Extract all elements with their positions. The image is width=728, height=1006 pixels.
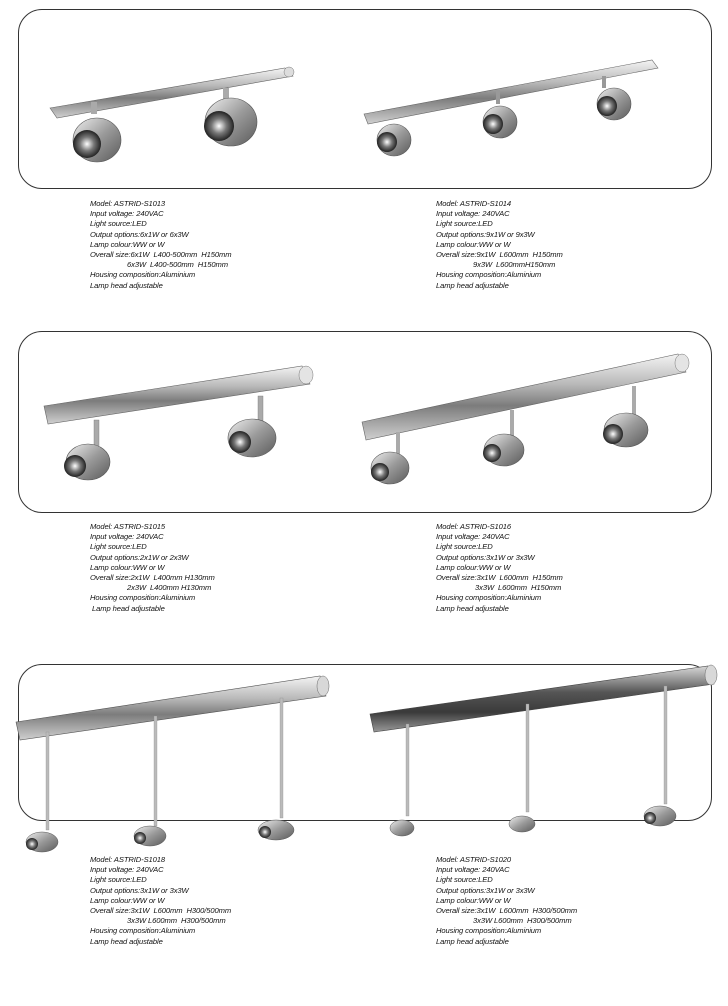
- spec-size: Overall size:3x1W L600mm H150mm: [436, 573, 563, 583]
- spotlight-s1013-image: [45, 60, 295, 170]
- spec-size-alt: 3x3W L600mm H300/500mm: [473, 916, 572, 926]
- spec-colour: Lamp colour:WW or W: [90, 895, 165, 905]
- spec-colour: Lamp colour:WW or W: [90, 239, 165, 249]
- spec-source: Light source:LED: [436, 219, 493, 229]
- spec-head: Lamp head adjustable: [436, 280, 509, 290]
- spec-head: Lamp head adjustable: [92, 603, 165, 613]
- spec-source: Light source:LED: [436, 542, 493, 552]
- spec-model: Model: ASTRID-S1014: [436, 199, 512, 208]
- spec-source: Light source:LED: [90, 219, 147, 229]
- spec-housing: Housing composition:Aluminium: [436, 593, 542, 603]
- spec-source: Light source:LED: [436, 875, 493, 885]
- spec-size-alt: 6x3W L400-500mm H150mm: [127, 260, 228, 270]
- spec-colour: Lamp colour:WW or W: [436, 895, 511, 905]
- spec-head: Lamp head adjustable: [90, 280, 163, 290]
- spec-output: Output options:6x1W or 6x3W: [90, 229, 189, 239]
- spec-block-s1016: [436, 522, 563, 614]
- spotlight-s1015-image: [40, 362, 320, 492]
- spec-input: Input voltage: 240VAC: [90, 532, 164, 542]
- pendant-s1020-image: [368, 658, 722, 838]
- spec-output: Output options:3x1W or 3x3W: [90, 885, 189, 895]
- spec-size-alt: 3x3W L600mm H300/500mm: [127, 916, 226, 926]
- spec-input: Input voltage: 240VAC: [436, 865, 510, 875]
- spec-source: Light source:LED: [90, 542, 147, 552]
- spec-size: Overall size:3x1W L600mm H300/500mm: [90, 906, 232, 916]
- spec-input: Input voltage: 240VAC: [90, 209, 164, 219]
- spec-size: Overall size:9x1W L600mm H150mm: [436, 250, 563, 260]
- spec-housing: Housing composition:Aluminium: [90, 593, 196, 603]
- spec-size-alt: 9x3W L600mmH150mm: [473, 260, 556, 270]
- spec-model: Model: ASTRID-S1018: [90, 855, 166, 864]
- spec-block-s1020: [436, 855, 577, 947]
- spec-model: Model: ASTRID-S1013: [90, 199, 166, 208]
- spec-output: Output options:2x1W or 2x3W: [90, 552, 189, 562]
- spec-size: Overall size:2x1W L400mm H130mm: [90, 573, 215, 583]
- spec-model: Model: ASTRID-S1015: [90, 522, 166, 531]
- spec-size-alt: 2x3W L400mm H130mm: [127, 583, 212, 593]
- spec-block-s1013: [90, 199, 231, 291]
- spec-size-alt: 3x3W L600mm H150mm: [475, 583, 562, 593]
- spotlight-s1016-image: [360, 350, 700, 490]
- spec-head: Lamp head adjustable: [90, 936, 163, 946]
- spotlight-s1014-image: [362, 52, 662, 162]
- spec-colour: Lamp colour:WW or W: [90, 562, 165, 572]
- spec-size: Overall size:3x1W L600mm H300/500mm: [436, 906, 578, 916]
- spec-block-s1015: [90, 522, 215, 614]
- spec-housing: Housing composition:Aluminium: [436, 270, 542, 280]
- spec-colour: Lamp colour:WW or W: [436, 562, 511, 572]
- spec-output: Output options:3x1W or 3x3W: [436, 552, 535, 562]
- spec-model: Model: ASTRID-S1020: [436, 855, 512, 864]
- spec-housing: Housing composition:Aluminium: [90, 270, 196, 280]
- spec-housing: Housing composition:Aluminium: [436, 926, 542, 936]
- spec-housing: Housing composition:Aluminium: [90, 926, 196, 936]
- spec-output: Output options:3x1W or 3x3W: [436, 885, 535, 895]
- spec-input: Input voltage: 240VAC: [436, 209, 510, 219]
- spec-head: Lamp head adjustable: [436, 603, 509, 613]
- spec-block-s1018: [90, 855, 231, 947]
- spec-size: Overall size:6x1W L400-500mm H150mm: [90, 250, 232, 260]
- spec-output: Output options:9x1W or 9x3W: [436, 229, 535, 239]
- pendant-s1018-image: [14, 672, 334, 862]
- spec-source: Light source:LED: [90, 875, 147, 885]
- spec-model: Model: ASTRID-S1016: [436, 522, 512, 531]
- spec-colour: Lamp colour:WW or W: [436, 239, 511, 249]
- spec-input: Input voltage: 240VAC: [436, 532, 510, 542]
- spec-head: Lamp head adjustable: [436, 936, 509, 946]
- spec-input: Input voltage: 240VAC: [90, 865, 164, 875]
- spec-block-s1014: [436, 199, 563, 291]
